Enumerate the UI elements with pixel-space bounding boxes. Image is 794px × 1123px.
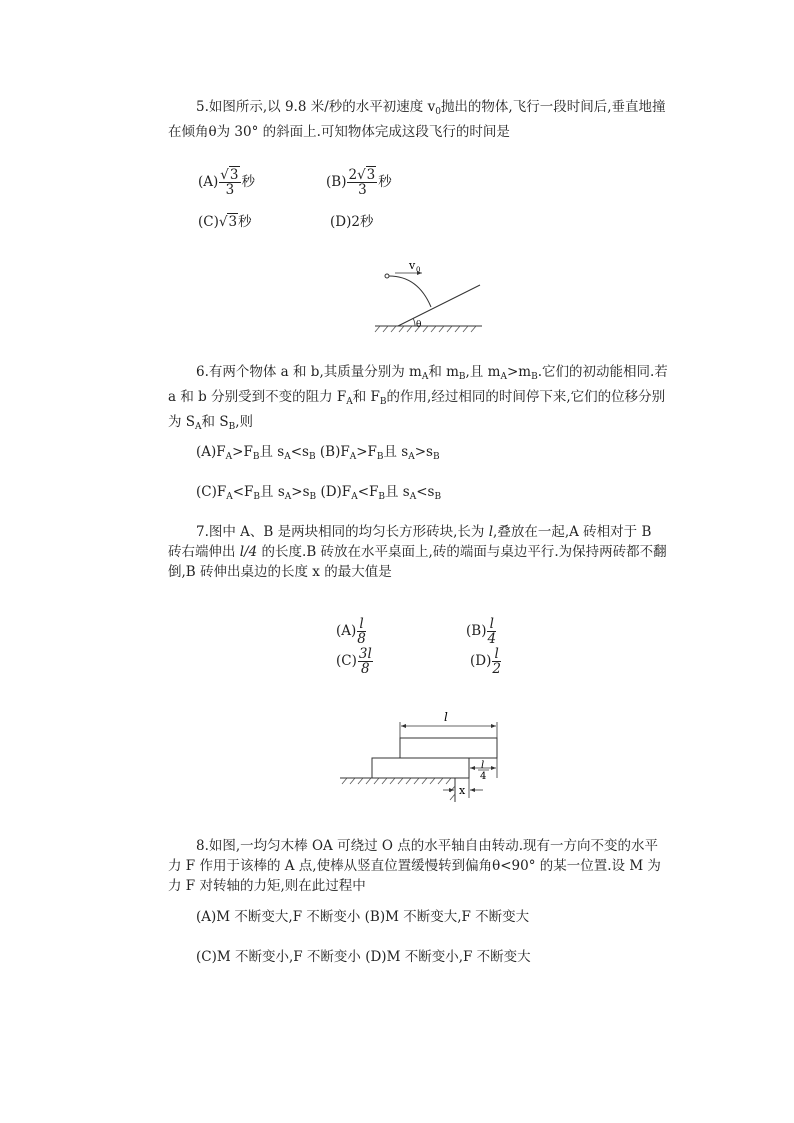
- q7-option-d[interactable]: (D) $\frac{l}{2}$: [470, 646, 501, 677]
- q8-options-cd[interactable]: (C)M 不断变小,F 不断变小 (D)M 不断变小,F 不断变大: [196, 949, 531, 965]
- q6-options-ab[interactable]: $(A)F_A>F_B$且 $s_A<s_B$ $(B)F_A>F_B$且 $s_A>s_B$: [196, 444, 440, 462]
- length-label: l: [444, 710, 448, 724]
- q5-option-b[interactable]: (B) $\frac{2√3}{3}$ 秒: [326, 167, 392, 198]
- q5-stem: 5.如图所示,以 9.8 米/秒的水平初速度 $v_0$抛出的物体,飞行一段时间后,垂直地撞在倾角θ为 30° 的斜面上.可知物体完成这段飞行的时间是: [168, 99, 666, 140]
- q5-option-c[interactable]: (C)√3秒: [198, 214, 252, 230]
- velocity-label: v: [409, 259, 416, 272]
- q7-option-c[interactable]: (C) $\frac{3l}{8}$: [336, 646, 372, 677]
- q7-bricks-figure: [335, 708, 510, 803]
- q7-stem: 7.图中 A、B 是两块相同的均匀长方形砖块,长为 l,叠放在一起,A 砖相对于 B 砖右端伸出 l/4 的长度.B 砖放在水平桌面上,砖的端面与桌边平行.为保持两砖都不翻倒,B 砖伸出桌边的长度 x 的最大值是: [168, 524, 667, 580]
- svg-text:0: 0: [416, 266, 421, 274]
- q6-options-cd[interactable]: $(C)F_A<F_B$且 $s_A>s_B$ $(D)F_A<F_B$且 $s_A<s_B$: [196, 484, 442, 502]
- q5-option-d[interactable]: (D)2秒: [330, 214, 374, 230]
- brick-a: [400, 738, 497, 758]
- q8-options-ab[interactable]: (A)M 不断变大,F 不断变小 (B)M 不断变大,F 不断变大: [196, 909, 530, 925]
- q5-option-a[interactable]: (A) $\frac{√3}{3}$ 秒: [198, 167, 255, 198]
- q7-option-a[interactable]: (A) $\frac{l}{8}$: [336, 616, 366, 647]
- x-label: x: [459, 784, 466, 797]
- theta-label: θ: [416, 320, 422, 330]
- q8-stem: 8.如图,一均匀木棒 OA 可绕过 O 点的水平轴自由转动.现有一方向不变的水平力 F 作用于该棒的 A 点,使棒从竖直位置缓慢转到偏角θ<90° 的某一位置.设 M 为力 F 对转轴的力矩,则在此过程中: [168, 838, 661, 894]
- brick-b: [372, 758, 469, 778]
- q7-option-b[interactable]: (B) $\frac{l}{4}$: [466, 616, 497, 647]
- svg-text:l: l: [481, 760, 485, 771]
- q5-incline-figure: [370, 255, 490, 335]
- svg-text:4: 4: [480, 771, 487, 782]
- q6-stem: 6.有两个物体 a 和 b,其质量分别为 $m_A$和 $m_B$,且 $m_A>m_B$.它们的初动能相同.若 a 和 b 分别受到不变的阻力 $F_A$和 $F_B$的作用,经过相同的时间停下来,它们的位移分别为 $S_A$和 $S_B$,则: [168, 364, 668, 432]
